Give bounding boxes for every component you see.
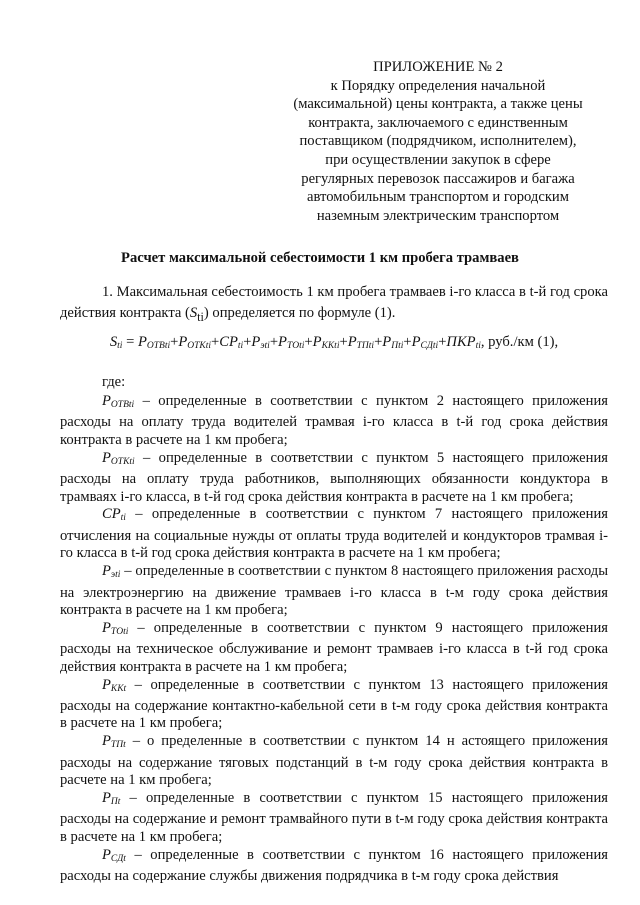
formula-term-subscript: эti — [260, 341, 270, 351]
formula-term-symbol: P — [312, 334, 322, 350]
formula-plus: + — [170, 334, 179, 350]
definitions-list — [60, 393, 608, 886]
definition-subscript: ТОti — [110, 626, 129, 637]
definition-item — [60, 393, 608, 449]
appendix-line: при осуществлении закупок в сфере — [325, 151, 551, 168]
definition-item — [60, 677, 608, 733]
definition-symbol: P — [102, 676, 111, 693]
formula-term-subscript: ТОti — [286, 341, 305, 351]
definition-text: – определенные в соответствии с пунктом 5 настоящего приложения расходы на оплату труда работников, выполняющих обязанности кондуктора в трамваях i-го класса, в t-й год срока действия контракта в расчете на 1 км пробега; — [60, 449, 608, 505]
appendix-line: наземным электрическим транспортом — [316, 207, 560, 224]
formula-plus: + — [374, 334, 383, 350]
where-label: где: — [102, 374, 126, 390]
definition-text: – определенные в соответствии с пунктом 15 настоящего приложения расходы на содержание и ремонт трамвайного пути в t-м году срока действия контракта в расчете на 1 км пробега; — [60, 790, 608, 845]
definition-item — [60, 847, 608, 886]
appendix-line: автомобильным транспортом и городским — [307, 189, 569, 206]
formula-lhs: S — [109, 334, 118, 350]
definition-symbol: P — [102, 619, 111, 636]
formula-equals: = — [122, 334, 138, 350]
definition-symbol: P — [102, 449, 111, 466]
definition-symbol: P — [102, 393, 111, 409]
definition-text: – о пределенные в соответствии с пунктом 14 н астоящего приложения расходы на содержание тяговых подстанций в t-м году срока действия контракта в расчете на 1 км пробега; — [60, 733, 608, 789]
formula-term-symbol: P — [137, 334, 147, 350]
definition-text: – определенные в соответствии с пунктом 7 настоящего приложения отчисления на социальные нужды от оплаты труда водителей и кондукторов трамвая i-го класса в t-й год срока действия контракта в расчете на 1 км пробега; — [60, 506, 608, 562]
definition-text: – определенные в соответствии с пунктом 2 настоящего приложения расходы на оплату труда водителей трамвая i-го класса в t-й год срока действия контракта в расчете на 1 км пробега; — [60, 393, 608, 448]
definition-item — [60, 733, 608, 789]
symbol: S — [189, 305, 198, 321]
definition-text: – определенные в соответствии с пунктом 16 настоящего приложения расходы на содержание службы движения подрядчика в t-м году срока действия — [60, 846, 608, 885]
formula-plus: + — [403, 334, 412, 350]
definition-symbol: P — [102, 790, 111, 807]
definition-subscript: ТПt — [110, 740, 126, 751]
appendix-line: регулярных перевозок пассажиров и багажа — [301, 170, 575, 187]
formula-term-symbol: ПКР — [446, 334, 476, 350]
formula-term-subscript: ti — [237, 341, 244, 351]
formula-term-symbol: CP — [219, 334, 238, 350]
formula-term-subscript: ККti — [321, 341, 340, 351]
definition-symbol: P — [102, 846, 111, 863]
formula-1 — [60, 334, 608, 351]
paragraph-1-after: ) определяется по формуле (1). — [203, 305, 396, 321]
definition-item — [60, 450, 608, 506]
paragraph-1 — [60, 282, 608, 328]
definition-subscript: ОТКti — [110, 456, 135, 467]
formula-lhs-sub: ti — [117, 341, 123, 351]
appendix-line: к Порядку определения начальной — [330, 77, 546, 94]
formula-plus: + — [339, 334, 348, 350]
section-heading: Расчет максимальной себестоимости 1 км пробега трамваев — [121, 250, 519, 266]
definition-symbol: CP — [102, 506, 121, 523]
definition-item — [60, 563, 608, 619]
definition-subscript: ККt — [110, 683, 127, 694]
paragraph-1-before: 1. Максимальная себестоимость 1 км пробега трамваев i-го класса в t-й год срока действия контракта ( — [60, 284, 608, 321]
definition-item — [60, 790, 608, 846]
definition-subscript: СДt — [110, 853, 126, 864]
definition-subscript: ОТВti — [110, 400, 135, 410]
definition-text: – определенные в соответствии с пунктом 13 настоящего приложения расходы на содержание контактно-кабельной сети в t-м году срока действия контракта в расчете на 1 км пробега; — [60, 676, 608, 732]
formula-terms — [138, 334, 481, 350]
formula-term-subscript: Пti — [391, 341, 404, 351]
appendix-line: контракта, заключаемого с единственным — [308, 114, 568, 131]
definition-text: – определенные в соответствии с пунктом 9 настоящего приложения расходы на техническое обслуживание и ремонт трамваев i-го класса в t-й год срока действия контракта в расчете на 1 км пробега; — [60, 619, 608, 675]
appendix-block — [268, 58, 608, 225]
appendix-line: (максимальной) цены контракта, а также цены — [293, 96, 583, 113]
definition-subscript: ti — [120, 513, 126, 524]
formula-term-symbol: P — [178, 334, 188, 350]
formula-term-subscript: ТПti — [356, 341, 375, 351]
formula-plus: + — [211, 334, 220, 350]
formula-term-subscript: ОТКti — [187, 341, 212, 351]
formula-term-symbol: P — [411, 334, 421, 350]
formula-term-subscript: ОТВti — [146, 341, 171, 351]
formula-term-subscript: ti — [475, 341, 481, 351]
definition-item — [60, 620, 608, 676]
appendix-title: ПРИЛОЖЕНИЕ № 2 — [373, 59, 503, 75]
symbol-subscript: ti — [197, 309, 204, 324]
formula-term-symbol: P — [347, 334, 357, 350]
definition-text: – определенные в соответствии с пунктом 8 настоящего приложения расходы на электроэнергию на движение трамваев i-го класса в t-м году срока действия контракта в расчете на 1 км пробега; — [60, 563, 608, 618]
formula-term-subscript: СДti — [420, 341, 439, 351]
formula-tail: , руб./км (1), — [480, 334, 559, 350]
formula-term-symbol: P — [278, 334, 287, 350]
definition-subscript: эti — [110, 570, 121, 581]
definition-symbol: P — [102, 733, 111, 750]
formula-plus: + — [269, 334, 279, 350]
definition-subscript: Пt — [110, 797, 121, 808]
formula-term-symbol: P — [251, 334, 261, 350]
definition-symbol: P — [102, 563, 111, 580]
formula-plus: + — [438, 334, 447, 350]
formula-plus: + — [243, 334, 252, 350]
formula-term-symbol: P — [382, 334, 392, 350]
appendix-line: поставщиком (подрядчиком, исполнителем), — [299, 133, 577, 150]
formula-plus: + — [304, 334, 313, 350]
definition-item — [60, 506, 608, 562]
